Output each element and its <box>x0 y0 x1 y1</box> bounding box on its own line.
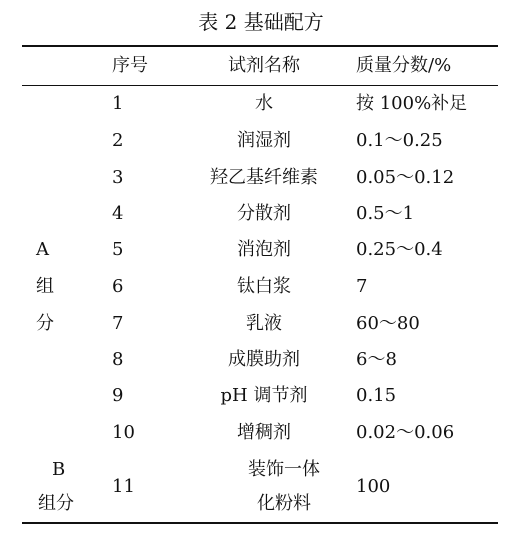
row-name-line-1: 装饰一体 <box>248 459 320 480</box>
row-name: 钛白浆 <box>237 276 291 297</box>
row-qty: 6～8 <box>356 349 397 370</box>
row-seq: 5 <box>112 239 124 260</box>
table-caption: 表 2 基础配方 <box>198 10 324 34</box>
row-qty: 60～80 <box>356 313 420 334</box>
group-a-letter: A <box>36 239 49 260</box>
header-rule <box>22 85 498 86</box>
row-qty: 0.05～0.12 <box>356 167 455 188</box>
header-name: 试剂名称 <box>228 55 300 76</box>
top-rule <box>22 45 498 47</box>
row-seq: 7 <box>112 313 124 334</box>
row-qty: 0.5～1 <box>356 203 415 224</box>
row-qty: 7 <box>356 276 368 297</box>
bottom-rule <box>22 522 498 524</box>
row-name-line-2: 化粉料 <box>257 493 311 514</box>
row-name: 消泡剂 <box>237 239 291 260</box>
row-qty: 0.1～0.25 <box>356 130 443 151</box>
row-qty: 0.02～0.06 <box>356 422 455 443</box>
row-seq: 6 <box>112 276 124 297</box>
group-a-char-2: 分 <box>36 313 54 334</box>
row-name: 增稠剂 <box>237 422 291 443</box>
row-name: 水 <box>255 93 273 114</box>
row-name: pH 调节剂 <box>220 385 308 406</box>
group-a-char-1: 组 <box>36 276 54 297</box>
group-b-letter: B <box>52 459 66 480</box>
header-qty: 质量分数/% <box>356 55 452 76</box>
row-seq: 11 <box>112 476 135 497</box>
row-qty: 0.15 <box>356 385 397 406</box>
row-seq: 9 <box>112 385 124 406</box>
row-seq: 1 <box>112 93 124 114</box>
row-name: 润湿剂 <box>237 130 291 151</box>
row-seq: 8 <box>112 349 124 370</box>
row-seq: 4 <box>112 203 124 224</box>
group-b-label: 组分 <box>38 493 74 514</box>
header-seq: 序号 <box>112 55 148 76</box>
row-seq: 3 <box>112 167 124 188</box>
row-qty: 按 100%补足 <box>356 93 468 114</box>
row-name: 乳液 <box>246 313 282 334</box>
row-name: 成膜助剂 <box>228 349 300 370</box>
row-qty: 0.25～0.4 <box>356 239 443 260</box>
row-seq: 10 <box>112 422 135 443</box>
row-qty: 100 <box>356 476 391 497</box>
row-seq: 2 <box>112 130 124 151</box>
row-name: 分散剂 <box>237 203 291 224</box>
row-name: 羟乙基纤维素 <box>210 167 318 188</box>
